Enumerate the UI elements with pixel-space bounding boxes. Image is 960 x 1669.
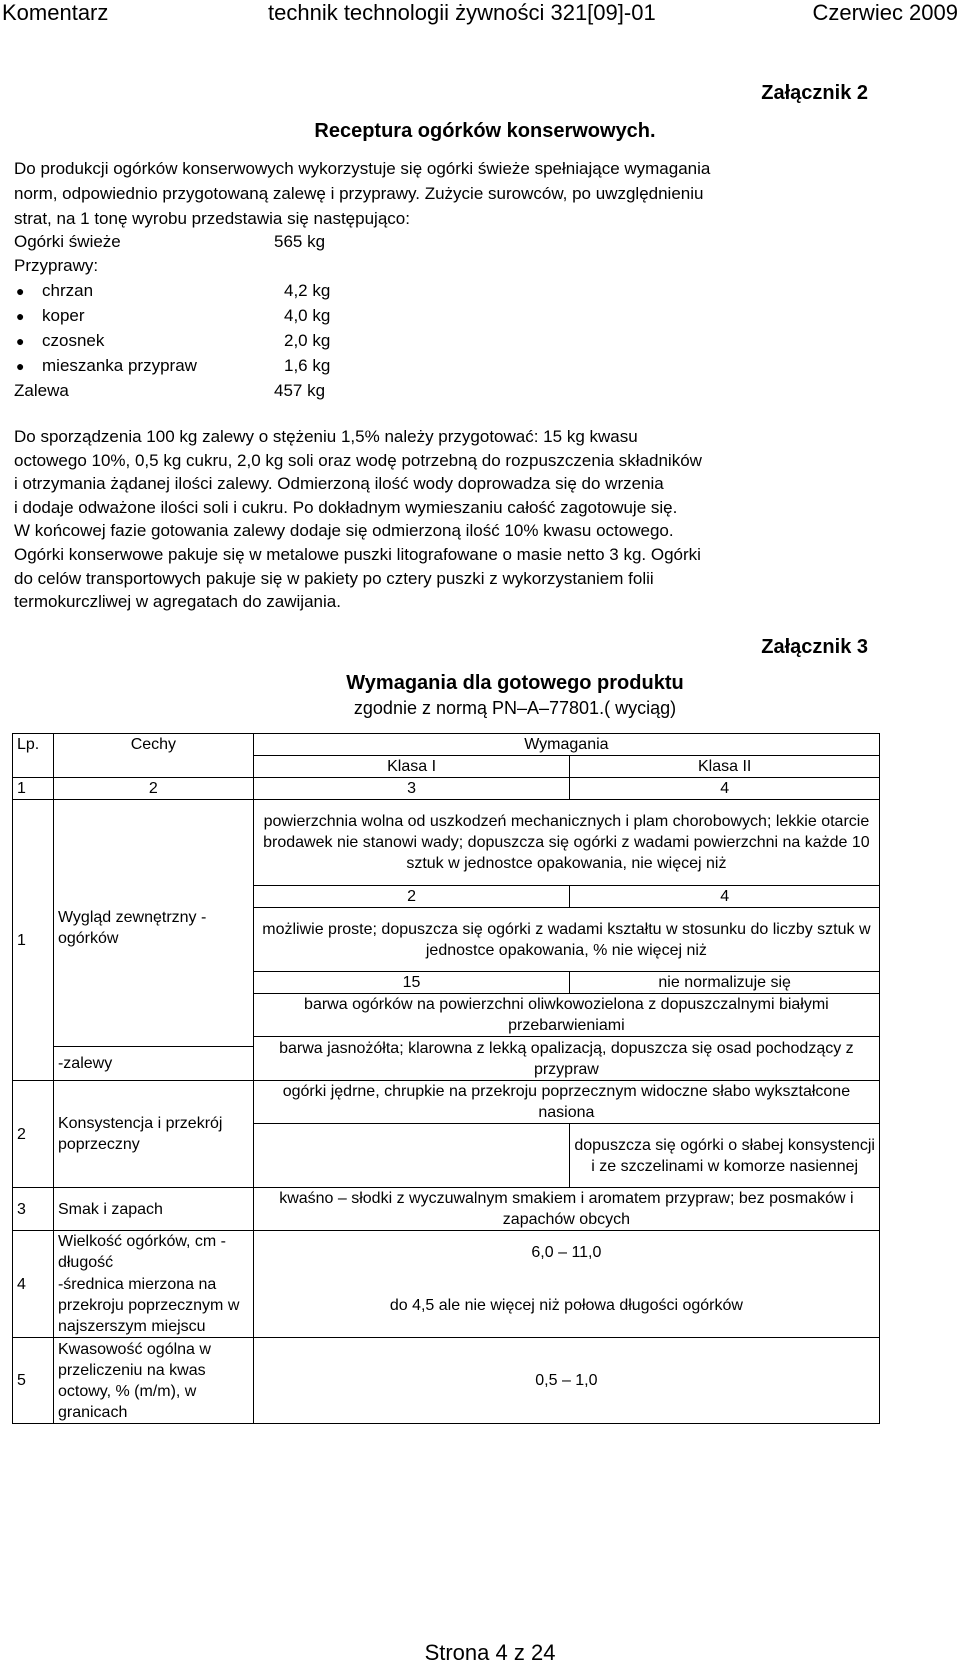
row-feature: Wygląd zewnętrzny -ogórków	[53, 800, 253, 1047]
row-feature: Smak i zapach	[53, 1188, 253, 1231]
header-wymagania: Wymagania	[253, 734, 879, 756]
para-line: Do sporządzenia 100 kg zalewy o stężeniu 1,5% należy przygotować: 15 kg kwasu	[14, 427, 638, 446]
requirement-text: barwa jasnożółta; klarowna z lekką opalizacją, dopuszcza się osad pochodzący z przypraw	[253, 1037, 879, 1081]
header-klasa2: Klasa II	[570, 756, 880, 778]
table-row	[13, 1274, 880, 1338]
klasa1-empty	[253, 1124, 570, 1188]
annex3-label: Załącznik 3	[761, 636, 868, 658]
spice-item	[14, 279, 434, 303]
header-left: Komentarz	[2, 0, 109, 25]
annex2-label: Załącznik 2	[761, 82, 868, 104]
spices-label	[14, 254, 434, 278]
para-line: W końcowej fazie gotowania zalewy dodaje się odmierzoną ilość 10% kwasu octowego.	[14, 521, 674, 541]
table-numbering-row	[13, 778, 880, 800]
spice-name: chrzan	[42, 281, 94, 300]
ingredient-name: Zalewa	[14, 381, 69, 400]
ingredient-value: 457 kg	[274, 381, 326, 400]
requirement-value: do 4,5 ale nie więcej niż połowa długości ogórków	[253, 1274, 879, 1338]
table-row	[13, 1188, 880, 1231]
para-line: Ogórki konserwowe pakuje się w metalowe puszki litografowane o masie netto 3 kg. Ogórki	[14, 544, 701, 564]
bullet-icon: ●	[16, 358, 25, 374]
klasa2-value: dopuszcza się ogórki o słabej konsystencji i ze szczelinami w komorze nasiennej	[570, 1124, 880, 1188]
intro-line: Do produkcji ogórków konserwowych wykorzystuje się ogórki świeże spełniające wymagania	[14, 159, 711, 178]
para-line: termokurczliwej w agregatach do zawijania.	[14, 592, 341, 612]
row-lp: 4	[13, 1231, 54, 1338]
table-row	[13, 1338, 880, 1424]
klasa1-value: 15	[253, 972, 570, 994]
klasa2-value: nie normalizuje się	[570, 972, 880, 994]
requirement-value: 0,5 – 1,0	[253, 1338, 879, 1424]
col-number: 2	[53, 778, 253, 800]
spice-value: 4,2 kg	[284, 281, 331, 300]
row-feature: -średnica mierzona na przekroju poprzecznym w najszerszym miejscu	[53, 1274, 253, 1338]
spice-name: czosnek	[42, 331, 105, 350]
spice-name: koper	[42, 306, 85, 325]
para-line: i dodaje odważone ilości soli i cukru. Po dokładnym wymieszaniu całość zagotowuje się.	[14, 497, 678, 517]
header-right: Czerwiec 2009	[812, 0, 958, 25]
ingredient-brine	[14, 379, 434, 403]
annex3-title: Wymagania dla gotowego produktu	[346, 672, 684, 694]
row-lp: 1	[13, 800, 54, 1081]
table-row	[13, 1231, 880, 1274]
bullet-icon: ●	[16, 333, 25, 349]
table-row	[13, 1081, 880, 1124]
col-number: 3	[253, 778, 570, 800]
intro-line: norm, odpowiednio przygotowaną zalewę i przyprawy. Zużycie surowców, po uwzględnieniu	[14, 184, 704, 203]
header-cechy: Cechy	[53, 734, 253, 778]
spice-value: 4,0 kg	[284, 306, 331, 325]
spice-name: mieszanka przypraw	[42, 356, 197, 375]
annex2-title: Receptura ogórków konserwowych.	[314, 120, 656, 142]
requirement-text: kwaśno – słodki z wyczuwalnym smakiem i aromatem przypraw; bez posmaków i zapachów obcych	[253, 1188, 879, 1231]
header-lp: Lp.	[13, 734, 54, 778]
table-header-row	[13, 734, 880, 756]
row-feature: Kwasowość ogólna w przeliczeniu na kwas octowy, % (m/m), w granicach	[53, 1338, 253, 1424]
para-line: i otrzymania żądanej ilości zalewy. Odmierzoną ilość wody doprowadza się do wrzenia	[14, 474, 664, 494]
spice-item	[14, 304, 434, 328]
row-lp: 5	[13, 1338, 54, 1424]
requirement-text: ogórki jędrne, chrupkie na przekroju poprzecznym widoczne słabo wykształcone nasiona	[253, 1081, 879, 1124]
row-lp: 2	[13, 1081, 54, 1188]
para-line: octowego 10%, 0,5 kg cukru, 2,0 kg soli oraz wodę potrzebną do rozpuszczenia składników	[14, 450, 702, 470]
table-row	[13, 800, 880, 886]
requirement-text: powierzchnia wolna od uszkodzeń mechanicznych i plam chorobowych; lekkie otarcie brodawek nie stanowi wady; dopuszcza się ogórki z wadami powierzchni na każde 10 sztuk w jednostce opakowania, nie więcej niż	[253, 800, 879, 886]
klasa2-value: 4	[570, 886, 880, 908]
spice-value: 2,0 kg	[284, 331, 331, 350]
page-number: Strona 4 z 24	[424, 1640, 556, 1665]
annex2-paragraph	[14, 425, 876, 614]
row-feature-zalewy: -zalewy	[53, 1047, 253, 1081]
page-header	[0, 0, 960, 26]
spice-item	[14, 354, 434, 378]
requirement-text: barwa ogórków na powierzchni oliwkowozielona z dopuszczalnymi białymi przebarwieniami	[253, 994, 879, 1037]
col-number: 1	[13, 778, 54, 800]
spice-value: 1,6 kg	[284, 356, 331, 375]
klasa1-value: 2	[253, 886, 570, 908]
ingredient-name: Ogórki świeże	[14, 232, 121, 251]
annex2-intro	[14, 156, 874, 231]
spices-label-text: Przyprawy:	[14, 256, 99, 275]
row-feature: Wielkość ogórków, cm -długość	[53, 1231, 253, 1274]
col-number: 4	[570, 778, 880, 800]
ingredient-fresh	[14, 230, 434, 254]
requirement-value: 6,0 – 11,0	[253, 1231, 879, 1274]
annex3-subtitle: zgodnie z normą PN–A–77801.( wyciąg)	[353, 698, 677, 718]
header-klasa1: Klasa I	[253, 756, 570, 778]
bullet-icon: ●	[16, 283, 25, 299]
para-line: do celów transportowych pakuje się w pakiety po cztery puszki z wykorzystaniem folii	[14, 568, 654, 588]
ingredient-value: 565 kg	[274, 232, 326, 251]
requirements-table	[12, 733, 880, 1424]
bullet-icon: ●	[16, 308, 25, 324]
requirement-text: możliwie proste; dopuszcza się ogórki z wadami kształtu w stosunku do liczby sztuk w jednostce opakowania, % nie więcej niż	[253, 908, 879, 972]
row-feature: Konsystencja i przekrój poprzeczny	[53, 1081, 253, 1188]
intro-line: strat, na 1 tonę wyrobu przedstawia się następująco:	[14, 209, 410, 228]
spice-item	[14, 329, 434, 353]
header-middle: technik technologii żywności 321[09]-01	[268, 0, 656, 25]
row-lp: 3	[13, 1188, 54, 1231]
